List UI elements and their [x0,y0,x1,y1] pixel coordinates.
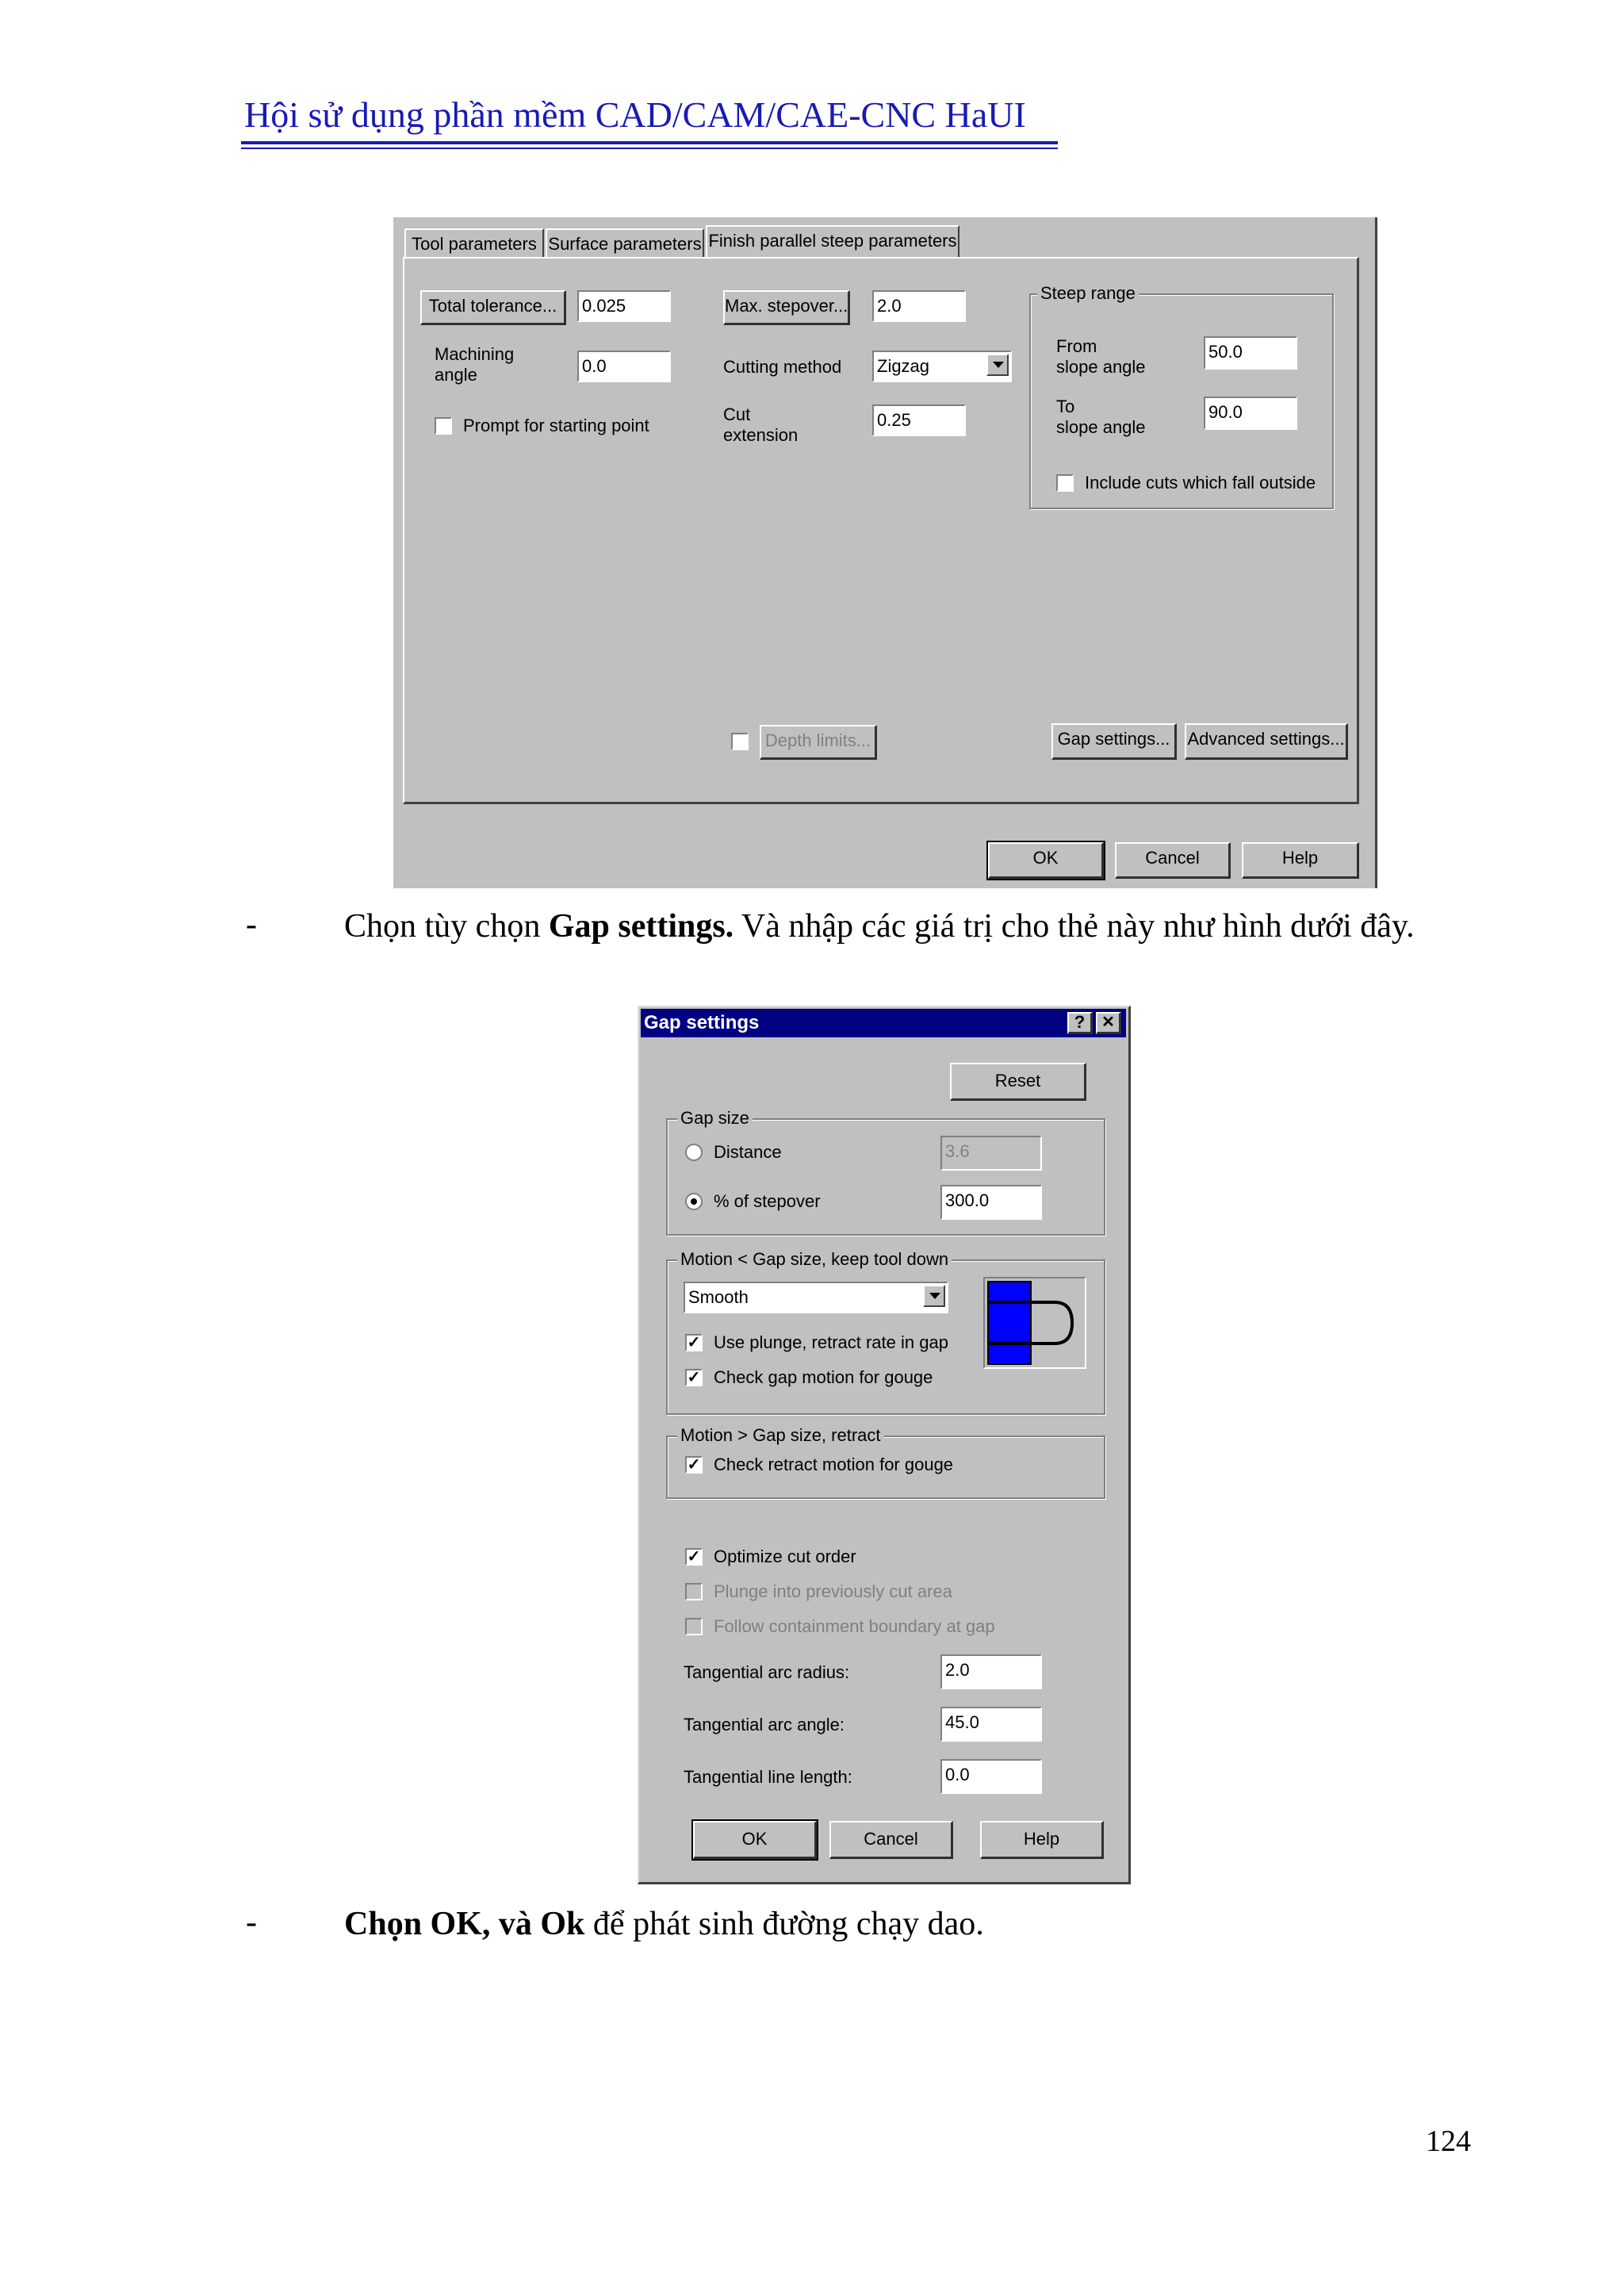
header-rule-thin [241,148,1058,149]
max-stepover-button[interactable]: Max. stepover... [723,290,850,325]
gap-ok-button[interactable]: OK [693,1821,817,1859]
chevron-down-icon[interactable] [986,354,1009,376]
title-bar[interactable] [641,1009,1126,1037]
max-stepover-input[interactable]: 2.0 [872,290,966,322]
arc-radius-label: Tangential arc radius: [684,1662,850,1682]
smooth-motion-icon [985,1278,1085,1367]
header-rule [241,141,1058,144]
depth-limits-button[interactable]: Depth limits... [760,725,877,760]
motion-preview-image [983,1277,1086,1369]
gap-help-button[interactable]: Help [980,1821,1104,1859]
motion-keep-down-title: Motion < Gap size, keep tool down [677,1250,952,1269]
cutting-method-select[interactable] [872,351,1012,382]
to-slope-label: To slope angle [1056,397,1146,437]
gap-cancel-button[interactable]: Cancel [829,1821,953,1859]
advanced-settings-button[interactable]: Advanced settings... [1185,723,1348,760]
check-retract-gouge-label: Check retract motion for gouge [714,1455,954,1474]
tab-strip [404,225,1356,259]
ok-button[interactable]: OK [988,842,1104,879]
percent-stepover-input[interactable]: 300.0 [940,1185,1042,1220]
percent-stepover-radio[interactable] [685,1193,703,1210]
total-tolerance-button[interactable]: Total tolerance... [420,290,566,325]
prompt-start-label: Prompt for starting point [463,416,649,435]
cut-extension-label: Cut extension [723,404,799,445]
cut-extension-input[interactable]: 0.25 [872,404,966,436]
optimize-cut-order-checkbox[interactable]: ✓ [685,1548,703,1566]
arc-radius-input[interactable]: 2.0 [940,1654,1042,1689]
instruction-paragraph [293,904,1478,949]
steep-range-title: Steep range [1037,284,1139,303]
distance-label: Distance [714,1142,782,1162]
motion-type-select[interactable] [684,1282,948,1313]
to-slope-input[interactable]: 90.0 [1204,397,1297,430]
cancel-button[interactable]: Cancel [1115,842,1231,879]
check-gap-gouge-label: Check gap motion for gouge [714,1367,933,1387]
gap-settings-dialog [638,1006,1131,1884]
plunge-previous-checkbox[interactable] [685,1583,703,1600]
follow-boundary-checkbox[interactable] [685,1618,703,1635]
motion-retract-title: Motion > Gap size, retract [677,1426,884,1445]
from-slope-label: From slope angle [1056,336,1146,377]
check-retract-gouge-checkbox[interactable]: ✓ [685,1456,703,1474]
instruction-rest: Và nhập các giá trị cho thẻ này như hình dưới đây. [733,908,1415,945]
instruction-prefix: Chọn tùy chọn [344,908,549,945]
motion-type-value: Smooth [688,1287,749,1307]
total-tolerance-input[interactable]: 0.025 [577,290,671,322]
dialog-title: Gap settings [644,1012,760,1033]
gap-size-title: Gap size [677,1109,753,1128]
help-button[interactable]: Help [1242,842,1359,879]
instruction-bold: Gap settings. [548,908,734,945]
prompt-start-checkbox[interactable] [435,417,452,435]
from-slope-input[interactable]: 50.0 [1204,336,1297,370]
machining-angle-label: Machining angle [435,344,515,385]
check-gap-gouge-checkbox[interactable]: ✓ [685,1369,703,1386]
reset-button[interactable]: Reset [950,1063,1086,1101]
use-plunge-label: Use plunge, retract rate in gap [714,1332,948,1352]
chevron-down-icon[interactable] [923,1285,945,1307]
cutting-method-label: Cutting method [723,357,842,377]
line-length-label: Tangential line length: [684,1767,852,1787]
instruction-paragraph-2 [344,1902,984,1946]
arc-angle-label: Tangential arc angle: [684,1715,845,1734]
bullet-dash: - [246,907,257,943]
include-cuts-label: Include cuts which fall outside [1085,473,1316,493]
optimize-cut-order-label: Optimize cut order [714,1547,856,1566]
distance-input[interactable]: 3.6 [940,1136,1042,1171]
arc-angle-input[interactable]: 45.0 [940,1707,1042,1742]
instruction2-bold: Chọn OK, và Ok [344,1906,585,1942]
line-length-input[interactable]: 0.0 [940,1759,1042,1794]
tab-tool-parameters[interactable]: Tool parameters [404,228,544,257]
close-icon[interactable]: ✕ [1096,1012,1121,1034]
bullet-dash-2: - [246,1904,257,1941]
page-number: 124 [1426,2125,1471,2158]
cutting-method-value: Zigzag [877,356,930,376]
tab-finish-parallel-steep[interactable]: Finish parallel steep parameters [706,225,959,257]
use-plunge-checkbox[interactable]: ✓ [685,1334,703,1351]
instruction2-rest: để phát sinh đường chạy dao. [584,1906,984,1942]
follow-boundary-label: Follow containment boundary at gap [714,1616,995,1636]
include-cuts-checkbox[interactable] [1056,474,1074,492]
gap-settings-button[interactable]: Gap settings... [1051,723,1177,760]
machining-angle-input[interactable]: 0.0 [577,351,671,382]
radio-selected-dot [691,1198,697,1205]
percent-stepover-label: % of stepover [714,1191,821,1211]
plunge-previous-label: Plunge into previously cut area [714,1581,952,1601]
tab-surface-parameters[interactable]: Surface parameters [546,228,704,257]
distance-radio[interactable] [685,1144,703,1161]
page-header: Hội sử dụng phần mềm CAD/CAM/CAE-CNC HaUI [244,94,1026,135]
help-icon[interactable]: ? [1067,1012,1093,1034]
depth-limits-checkbox[interactable] [731,733,749,750]
finish-parallel-steep-dialog [393,217,1377,888]
